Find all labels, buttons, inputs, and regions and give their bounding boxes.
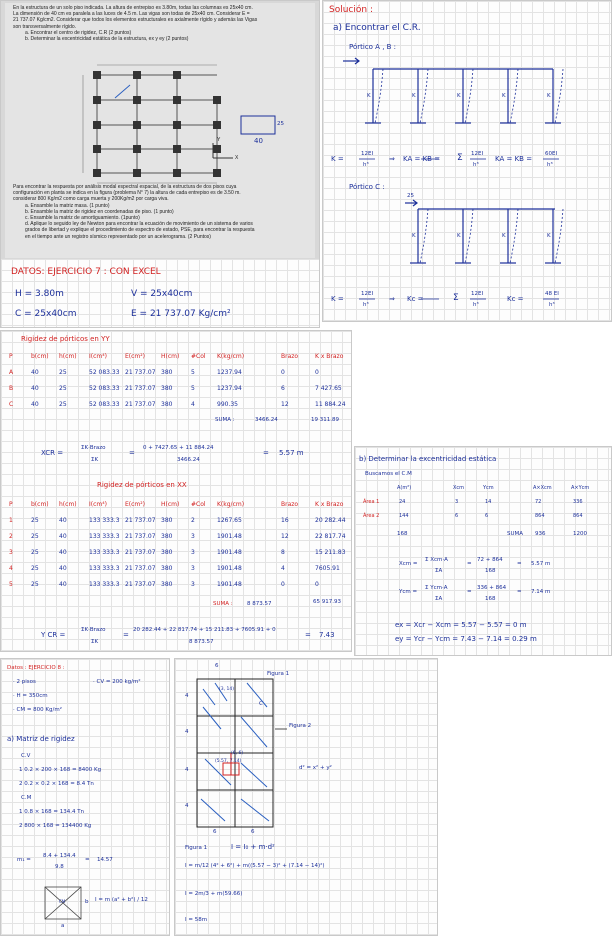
ycm-eq: = [467, 589, 472, 595]
ycr-den: ΣK [91, 639, 99, 645]
sum-ax: 936 [535, 531, 546, 537]
table-cell: 5 [191, 369, 195, 376]
table-header-cell: Brazo [281, 501, 299, 508]
sum-ay: 1200 [573, 531, 587, 537]
problem-line: En la estructura de un solo piso indicada. La altura de entrepiso es 3.80m, todas las columnas es 25x40 cm. [13, 5, 253, 11]
xcr-result: 5.57 m [279, 449, 304, 457]
eq2-arrow: ⇒ [389, 295, 395, 303]
problem-panel [0, 0, 320, 328]
problem-line: Para encontrar la respuesta por análisis modal espectral espacial, de la estructura de dos pisos cuya [13, 184, 237, 190]
table-cell: 4 [191, 401, 195, 408]
dim-25-label: 25 [407, 193, 414, 199]
eq1-sigma: Σ [457, 153, 463, 163]
left-dim: 4 [185, 767, 189, 773]
k-label: K [457, 233, 461, 239]
table-header-cell: h(cm) [59, 353, 77, 360]
table-cell: 25 [31, 517, 39, 524]
exc-subtitle: Buscamos el C.M [365, 471, 412, 477]
table-cell: 21 737.07 [125, 369, 156, 376]
table-cell: 21 737.07 [125, 401, 156, 408]
table-cell: 133 333.3 [89, 517, 120, 524]
section-a-title: a) Encontrar el C.R. [333, 23, 421, 33]
table-cell: 1901.48 [217, 581, 242, 588]
table-cell: 7 427.65 [315, 385, 342, 392]
ycm-num: Σ Ycm·A [425, 585, 448, 591]
ex-result: ex = Xcr − Xcm = 5.57 − 5.57 = 0 m [395, 621, 527, 629]
bottom-dim: 6 [251, 829, 255, 835]
cm-line1: 1 0.8 × 168 = 134.4 Tn [19, 809, 85, 815]
table-header-cell: K(kg/cm) [217, 501, 245, 508]
eq2-num2: 12EI [471, 291, 484, 297]
problem-item: a. Encontrar el centro de rigidez, C.R (2 puntos) [25, 29, 132, 36]
table-cell: 25 [59, 401, 67, 408]
eq1-den: h³ [363, 162, 369, 168]
suma-kb-xx: 65 917.93 [313, 599, 341, 605]
cm-table-cell: Área 1 [363, 499, 380, 505]
table-header-cell: b(cm) [31, 501, 49, 508]
problem-item: a. Ensamble la matriz masa. (1 punto) [25, 202, 110, 209]
table-cell: 1237.94 [217, 369, 242, 376]
table-cell: 4 [9, 565, 13, 572]
table-cell: 3 [191, 565, 195, 572]
cm-table-cell: 3 [455, 499, 459, 505]
cm-box-label: CM [59, 899, 66, 904]
suma-k: 3466.24 [255, 417, 278, 423]
table-cell: 0 [315, 369, 319, 376]
suma-label: SUMA : [215, 417, 235, 423]
portico-ab-title: Pórtico A , B : [349, 43, 397, 51]
table-cell: 1267.65 [217, 517, 242, 524]
table-cell: 4 [281, 565, 285, 572]
table-cell: 25 [59, 369, 67, 376]
cm-table-header: Xcm [453, 485, 465, 491]
b-dim: b [85, 899, 89, 905]
cm-label: C.M [21, 795, 32, 801]
eq2-sigma: Σ [453, 293, 459, 303]
ycm-num2: 336 + 864 [477, 585, 507, 591]
eq-i1: I = I₀ + m·d² [231, 843, 275, 851]
eq2-den2: h³ [473, 302, 479, 308]
cm-table-header: A×Xcm [533, 485, 552, 491]
table-cell: 21 737.07 [125, 549, 156, 556]
table-cell: 7605.91 [315, 565, 340, 572]
k-label: K [502, 93, 506, 99]
table-header-cell: K x Brazo [315, 353, 344, 360]
xcr-den: ΣK [91, 457, 99, 463]
table-cell: 133 333.3 [89, 549, 120, 556]
ejercicio8-panel [0, 658, 170, 936]
m1-num: 8.4 + 134.4 [43, 853, 76, 859]
table-cell: 133 333.3 [89, 581, 120, 588]
problem-line: son transversalmente rígido. [13, 23, 77, 30]
table-cell: 2 [9, 533, 13, 540]
problem-line: La dimensión de 40 cm es paralela a las luces de 4.5 m. Las vigas son todas de 25x40 cm. Considerar E = [13, 11, 250, 18]
table-header-cell: Brazo [281, 353, 299, 360]
table-cell: 380 [161, 401, 173, 408]
table-cell: 12 [281, 401, 289, 408]
cm-table-cell: 864 [535, 513, 545, 519]
ej8-item: · CV = 200 kg/m² [93, 679, 141, 685]
eq1-result-num: 60EI [545, 151, 558, 157]
k-label: K [367, 93, 371, 99]
table-header-cell: P [9, 353, 13, 360]
eq-i4: I = 58m [185, 917, 208, 923]
table-cell: 25 [31, 533, 39, 540]
left-dim: 4 [185, 693, 189, 699]
eq1-ka2: KA = KB = [495, 155, 533, 163]
table-cell: 40 [31, 369, 39, 376]
cm-table-cell: 864 [573, 513, 583, 519]
table-cell: 40 [59, 533, 67, 540]
table-cell: 990.35 [217, 401, 238, 408]
cm-table-cell: 72 [535, 499, 542, 505]
ycr-eq: = [123, 631, 129, 639]
problem-item: c. Ensamble la matriz de amortiguamiento. (1punto) [25, 215, 140, 222]
xcm-eq2: = [517, 561, 522, 567]
figure-panel [174, 658, 438, 936]
sum-area: 168 [397, 531, 408, 537]
table-cell: 21 737.07 [125, 517, 156, 524]
cm-table-cell: 144 [399, 513, 409, 519]
table-cell: 5 [9, 581, 13, 588]
m1-eq: = [85, 857, 90, 863]
table-cell: C [9, 401, 14, 408]
cm-table-cell: 336 [573, 499, 583, 505]
ycm-label: Ycm = [399, 589, 418, 595]
ej8-a-title: a) Matriz de rigidez [7, 735, 75, 743]
table-cell: 16 [281, 517, 289, 524]
table-xx [1, 331, 352, 652]
table-header-cell: K(kg/cm) [217, 353, 245, 360]
table-header-cell: P [9, 501, 13, 508]
table-yy-title: Rigidez de pórticos en YY [21, 335, 110, 343]
table-cell: 133 333.3 [89, 565, 120, 572]
eq1-num: 12EI [361, 151, 374, 157]
table-cell: 380 [161, 517, 173, 524]
suma-kb: 19 311.89 [311, 417, 339, 423]
table-cell: 11 884.24 [315, 401, 346, 408]
excentricidad-panel [354, 446, 612, 656]
table-cell: 0 [281, 369, 285, 376]
eq1-result-den: h³ [547, 162, 553, 168]
cm-table-cell: Área 2 [363, 513, 380, 519]
eq1-k: K = [331, 155, 344, 163]
suma-k-xx: 8 873.57 [247, 601, 272, 607]
xcm-num2: 72 + 864 [477, 557, 503, 563]
table-cell: 2 [191, 517, 195, 524]
d2-formula: d² = x² + y² [299, 765, 332, 771]
table-cell: 3 [191, 549, 195, 556]
exc-title: b) Determinar la excentricidad estática [359, 455, 497, 463]
cm-table-cell: 24 [399, 499, 406, 505]
cm-table-cell: 14 [485, 499, 492, 505]
eq2-num: 12EI [361, 291, 374, 297]
table-header-cell: b(cm) [31, 353, 49, 360]
table-header-cell: E(cm²) [125, 501, 146, 508]
top-dim: 6 [215, 663, 219, 669]
table-cell: 21 737.07 [125, 385, 156, 392]
table-cell: 133 333.3 [89, 533, 120, 540]
table-cell: 52 083.33 [89, 369, 120, 376]
ycr-num: ΣK·Brazo [81, 627, 106, 633]
table-cell: 1901.48 [217, 565, 242, 572]
ycm-den2: 168 [485, 596, 496, 602]
left-dim: 4 [185, 803, 189, 809]
xcm-eq: = [467, 561, 472, 567]
axis-y-label: Y [217, 137, 221, 143]
a-dim: a [61, 923, 65, 929]
table-cell: 22 817.74 [315, 533, 346, 540]
table-cell: 3 [191, 533, 195, 540]
table-header-cell: h(cm) [59, 501, 77, 508]
table-cell: 1901.48 [217, 533, 242, 540]
inertia-formula: I = m (a² + b²) / 12 [95, 897, 148, 903]
eq2-k: K = [331, 295, 344, 303]
portico-c-title: Pórtico C : [349, 183, 385, 191]
table-cell: 52 083.33 [89, 401, 120, 408]
problem-item: grados de libertad y explique el procedimiento de espectro de estado, PSE, para encontrar la respuesta [25, 227, 255, 234]
table-cell: 40 [59, 517, 67, 524]
table-cell: 0 [281, 581, 285, 588]
table-cell: 0 [315, 581, 319, 588]
table-header-cell: K x Brazo [315, 501, 344, 508]
table-cell: 380 [161, 581, 173, 588]
table-cell: 25 [31, 549, 39, 556]
ey-result: ey = Ycr − Ycm = 7.43 − 7.14 = 0.29 m [395, 635, 537, 643]
eq1-den2: h³ [473, 162, 479, 168]
table-cell: 3 [191, 581, 195, 588]
ycr-eq2: = [305, 631, 311, 639]
table-cell: 25 [59, 385, 67, 392]
k-label: K [412, 233, 416, 239]
xcr-label: XCR = [41, 449, 64, 457]
eq1-ka: KA = KB = [403, 155, 441, 163]
table-header-cell: #Col [191, 501, 206, 508]
xcr-num2: 0 + 7427.65 + 11 884.24 [143, 445, 214, 451]
table-cell: 25 [31, 581, 39, 588]
problem-item: b. Ensamble la matriz de rigidez en coordenadas de piso. (1 punto) [25, 208, 174, 215]
table-cell: 380 [161, 549, 173, 556]
table-cell: 380 [161, 385, 173, 392]
m1-result: 14.57 [97, 857, 113, 863]
eq2-kc: Kc = [407, 295, 424, 303]
table-cell: 25 [31, 565, 39, 572]
eq1-arrow: ⇒ [389, 155, 395, 163]
problem-line: configuración en planta se indica en la figura (problema N° 7) la altura de cada entrepiso es de 3.50 m. [13, 190, 241, 197]
m1-label: m₁ = [17, 857, 31, 863]
table-cell: 21 737.07 [125, 581, 156, 588]
cv-line2: 2 0.2 × 0.2 × 168 = 8.4 Tn [19, 781, 94, 787]
axis-x-label: X [235, 155, 239, 161]
table-cell: 1 [9, 517, 13, 524]
problem-item: d. Aplique lo seguido ley de Newton para encontrar la ecuación de movimiento de un sistema de varios [25, 221, 253, 228]
detail-dim-40: 40 [254, 137, 263, 145]
table-cell: 21 737.07 [125, 565, 156, 572]
table-cell: 6 [281, 385, 285, 392]
table-cell: 380 [161, 369, 173, 376]
xcm-den: ΣA [435, 568, 443, 574]
k-label: K [502, 233, 506, 239]
table-cell: 40 [59, 565, 67, 572]
problem-item: en el tiempo ante un registro sísmico representado por un acelerograma. (2 Puntos) [25, 233, 211, 240]
table-header-cell: #Col [191, 353, 206, 360]
cm-table-header: A(m²) [397, 485, 412, 491]
xcm-result: 5.57 m [531, 561, 551, 567]
m1-den: 9.8 [55, 864, 64, 870]
eq2-result-den: h³ [549, 302, 555, 308]
table-cell: 1901.48 [217, 549, 242, 556]
table-xx-title: Rigidez de pórticos en XX [97, 481, 187, 489]
table-cell: 40 [31, 385, 39, 392]
detail-dim-25: 25 [277, 121, 284, 127]
cm-table-cell: 6 [455, 513, 459, 519]
xcr-den2: 3466.24 [177, 457, 200, 463]
table-cell: 5 [191, 385, 195, 392]
c-label: C [259, 701, 263, 707]
xcm-num: Σ Xcm·A [425, 557, 448, 563]
fig1-section-label: Figura 1 [185, 845, 208, 851]
ycr-den2: 8 873.57 [189, 639, 214, 645]
ycm-eq2: = [517, 589, 522, 595]
left-dim: 4 [185, 729, 189, 735]
eq2-result-num: 48 EI [545, 291, 559, 297]
cm-line2: 2 800 × 168 = 134400 Kg [19, 823, 92, 829]
table-cell: 1237.94 [217, 385, 242, 392]
cm-table-header: Ycm [483, 485, 494, 491]
eq2-kc2: Kc = [507, 295, 524, 303]
table-header-cell: I(cm⁴) [89, 501, 107, 508]
pt3-label: (5.57, 7.14) [215, 759, 242, 764]
solucion-title: Solución : [329, 5, 373, 15]
xcr-num: ΣK·Brazo [81, 445, 106, 451]
datos-section [1, 259, 320, 328]
table-cell: 40 [59, 549, 67, 556]
k-label: K [457, 93, 461, 99]
slab-diagram [1, 659, 170, 936]
fig2-label: Figura 2 [289, 723, 312, 729]
eq-i3: I = 2m/3 + m(59.66) [185, 891, 243, 897]
table-cell: 12 [281, 533, 289, 540]
bottom-dim: 6 [213, 829, 217, 835]
datos-title: DATOS: EJERCICIO 7 : CON EXCEL [11, 267, 161, 277]
table-cell: 8 [281, 549, 285, 556]
datos-c: C = 25x40cm [15, 309, 77, 319]
ej8-item: · 2 pisos [13, 679, 36, 685]
cm-table-cell: 6 [485, 513, 489, 519]
xcm-den2: 168 [485, 568, 496, 574]
solucion-panel [322, 0, 612, 322]
ycm-result: 7.14 m [531, 589, 551, 595]
datos-e: E = 21 737.07 Kg/cm² [131, 309, 231, 319]
suma-label: SUMA [507, 531, 524, 537]
table-cell: 15 211.83 [315, 549, 346, 556]
ej8-title: Datos : EJERCICIO 8 : [7, 665, 65, 671]
pt1-label: (3, 14) [219, 687, 234, 692]
ycr-label: Y CR = [41, 631, 66, 639]
pt2-label: (6, 6) [231, 751, 244, 756]
cv-line1: 1 0.2 × 200 × 168 = 8400 Kg [19, 767, 102, 773]
table-cell: B [9, 385, 14, 392]
table-cell: 52 083.33 [89, 385, 120, 392]
problem-line: 21 737.07 Kg/cm2. Considerar que todos los elementos estructurales es axialmente rígido y además las Vigas [13, 17, 258, 24]
k-label: K [412, 93, 416, 99]
fig1-label: Figura 1 [267, 671, 290, 677]
ej8-item: · CM = 800 Kg/m² [13, 707, 62, 713]
table-cell: A [9, 369, 14, 376]
xcr-eq: = [129, 449, 135, 457]
table-header-cell: H(cm) [161, 501, 180, 508]
problem-page [5, 3, 315, 258]
problem-item: b. Determinar la excentricidad estática de la estructura, ex y ey (2 puntos) [25, 36, 189, 43]
xcm-label: Xcm = [399, 561, 418, 567]
table-cell: 21 737.07 [125, 533, 156, 540]
table-cell: 40 [59, 581, 67, 588]
table-cell: 3 [9, 549, 13, 556]
eq-i2: I = m/12 (4² + 6²) + m((5.57 − 3)² + (7.14 − 14)²) [185, 863, 325, 869]
table-header-cell: E(cm²) [125, 353, 146, 360]
table-header-cell: I(cm⁴) [89, 353, 107, 360]
ycr-result: 7.43 [319, 631, 335, 639]
table-cell: 40 [31, 401, 39, 408]
ej8-item: · H = 350cm [13, 693, 48, 699]
datos-h: H = 3.80m [15, 289, 64, 299]
table-cell: 20 282.44 [315, 517, 346, 524]
table-cell: 380 [161, 565, 173, 572]
rigidez-panel [0, 330, 352, 652]
xcr-eq2: = [263, 449, 269, 457]
eq1-num2: 12EI [471, 151, 484, 157]
datos-v: V = 25x40cm [131, 289, 193, 299]
table-cell: 380 [161, 533, 173, 540]
problem-line: considerar 800 Kg/m2 como carga muerta y 200Kg/m2 por carga viva. [13, 196, 169, 203]
problem-para2 [13, 184, 255, 240]
k-label: K [547, 233, 551, 239]
suma-label-xx: SUMA : [213, 601, 233, 607]
k-label: K [547, 93, 551, 99]
cm-table-header: A×Ycm [571, 485, 590, 491]
eq2-den: h³ [363, 302, 369, 308]
table-header-cell: H(cm) [161, 353, 180, 360]
ycm-den: ΣA [435, 596, 443, 602]
cv-label: C.V [21, 753, 31, 759]
ycr-num2: 20 282.44 + 22 817.74 + 15 211.83 + 7605.91 + 0 [133, 627, 276, 633]
